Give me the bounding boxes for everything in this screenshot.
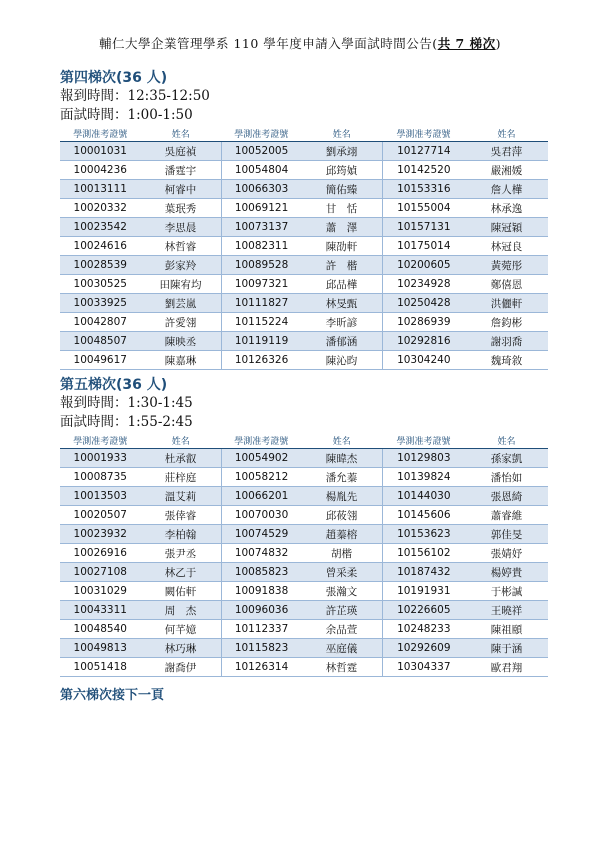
student-name-cell: 謝喬伊 <box>141 658 222 677</box>
column-header: 姓名 <box>302 433 383 449</box>
exam-id-cell: 10187432 <box>382 563 465 582</box>
exam-id-cell: 10004236 <box>60 161 141 180</box>
exam-id-cell: 10115224 <box>221 313 302 332</box>
student-name-cell: 吳庭禎 <box>141 142 222 161</box>
exam-id-cell: 10304337 <box>382 658 465 677</box>
student-name-cell: 吳君萍 <box>465 142 548 161</box>
exam-id-cell: 10153623 <box>382 525 465 544</box>
student-name-cell: 潘郁涵 <box>302 332 383 351</box>
student-name-cell: 彭家羚 <box>141 256 222 275</box>
batch5-table <box>60 433 548 677</box>
student-name-cell: 何芊嬑 <box>141 620 222 639</box>
exam-id-cell: 10020507 <box>60 506 141 525</box>
table-row <box>60 487 548 506</box>
table-row <box>60 142 548 161</box>
batch4-checkin-time: 報到時間：12:35-12:50 <box>60 88 210 104</box>
student-name-cell: 林乙于 <box>141 563 222 582</box>
table-header-row <box>60 126 548 142</box>
student-name-cell: 甘 恬 <box>302 199 383 218</box>
exam-id-cell: 10153316 <box>382 180 465 199</box>
exam-id-cell: 10292609 <box>382 639 465 658</box>
exam-id-cell: 10013111 <box>60 180 141 199</box>
table-row <box>60 313 548 332</box>
student-name-cell: 陳嘉琳 <box>141 351 222 370</box>
exam-id-cell: 10070030 <box>221 506 302 525</box>
table-row <box>60 658 548 677</box>
student-name-cell: 柯睿中 <box>141 180 222 199</box>
table-row <box>60 601 548 620</box>
column-header: 學測准考證號 <box>382 126 465 142</box>
student-name-cell: 楊胤先 <box>302 487 383 506</box>
batch5-checkin-time: 報到時間：1:30-1:45 <box>60 395 193 411</box>
exam-id-cell: 10191931 <box>382 582 465 601</box>
exam-id-cell: 10030525 <box>60 275 141 294</box>
exam-id-cell: 10001031 <box>60 142 141 161</box>
student-name-cell: 郭佳旻 <box>465 525 548 544</box>
student-name-cell: 潘怡如 <box>465 468 548 487</box>
exam-id-cell: 10020332 <box>60 199 141 218</box>
student-name-cell: 許愛翎 <box>141 313 222 332</box>
student-name-cell: 歐君翔 <box>465 658 548 677</box>
table-row <box>60 449 548 468</box>
column-header: 學測准考證號 <box>221 126 302 142</box>
exam-id-cell: 10304240 <box>382 351 465 370</box>
student-name-cell: 李柏翰 <box>141 525 222 544</box>
exam-id-cell: 10286939 <box>382 313 465 332</box>
student-name-cell: 詹鈞彬 <box>465 313 548 332</box>
exam-id-cell: 10126314 <box>221 658 302 677</box>
student-name-cell: 林巧琳 <box>141 639 222 658</box>
student-name-cell: 陳暐杰 <box>302 449 383 468</box>
table-row <box>60 237 548 256</box>
exam-id-cell: 10048507 <box>60 332 141 351</box>
table-row <box>60 582 548 601</box>
exam-id-cell: 10155004 <box>382 199 465 218</box>
exam-id-cell: 10024616 <box>60 237 141 256</box>
batch5-interview-time: 面試時間：1:55-2:45 <box>60 414 193 430</box>
student-name-cell: 張尹丞 <box>141 544 222 563</box>
exam-id-cell: 10008735 <box>60 468 141 487</box>
column-header: 學測准考證號 <box>382 433 465 449</box>
student-name-cell: 葉珉秀 <box>141 199 222 218</box>
student-name-cell: 陳冠穎 <box>465 218 548 237</box>
exam-id-cell: 10074832 <box>221 544 302 563</box>
document-title: 輔仁大學企業管理學系 110 學年度申請入學面試時間公告(共 7 梯次) <box>99 36 501 51</box>
student-name-cell: 嚴湘媛 <box>465 161 548 180</box>
student-name-cell: 謝羽喬 <box>465 332 548 351</box>
student-name-cell: 劉芸嵐 <box>141 294 222 313</box>
column-header: 學測准考證號 <box>221 433 302 449</box>
exam-id-cell: 10049617 <box>60 351 141 370</box>
exam-id-cell: 10119119 <box>221 332 302 351</box>
exam-id-cell: 10069121 <box>221 199 302 218</box>
student-name-cell: 蕭睿維 <box>465 506 548 525</box>
exam-id-cell: 10097321 <box>221 275 302 294</box>
exam-id-cell: 10144030 <box>382 487 465 506</box>
student-name-cell: 于彬諴 <box>465 582 548 601</box>
exam-id-cell: 10031029 <box>60 582 141 601</box>
student-name-cell: 邱筠媜 <box>302 161 383 180</box>
student-name-cell: 巫庭儀 <box>302 639 383 658</box>
student-name-cell: 鄭僖恩 <box>465 275 548 294</box>
next-page-note: 第六梯次接下一頁 <box>60 688 165 703</box>
batch5-heading: 第五梯次(36 人) <box>60 377 168 393</box>
student-name-cell: 劉承翊 <box>302 142 383 161</box>
exam-id-cell: 10096036 <box>221 601 302 620</box>
exam-id-cell: 10111827 <box>221 294 302 313</box>
student-name-cell: 張婧妤 <box>465 544 548 563</box>
student-name-cell: 詹人樺 <box>465 180 548 199</box>
student-name-cell: 黃菀彤 <box>465 256 548 275</box>
exam-id-cell: 10115823 <box>221 639 302 658</box>
exam-id-cell: 10250428 <box>382 294 465 313</box>
batch4-section <box>60 69 548 370</box>
exam-id-cell: 10085823 <box>221 563 302 582</box>
student-name-cell: 周 杰 <box>141 601 222 620</box>
table-header-row <box>60 433 548 449</box>
exam-id-cell: 10028539 <box>60 256 141 275</box>
exam-id-cell: 10292816 <box>382 332 465 351</box>
exam-id-cell: 10001933 <box>60 449 141 468</box>
student-name-cell: 林冠良 <box>465 237 548 256</box>
student-name-cell: 陳祖頤 <box>465 620 548 639</box>
student-name-cell: 李思晨 <box>141 218 222 237</box>
exam-id-cell: 10023542 <box>60 218 141 237</box>
exam-id-cell: 10126326 <box>221 351 302 370</box>
table-row <box>60 161 548 180</box>
student-name-cell: 張恩綺 <box>465 487 548 506</box>
exam-id-cell: 10043311 <box>60 601 141 620</box>
student-name-cell: 孫家凱 <box>465 449 548 468</box>
table-row <box>60 218 548 237</box>
student-name-cell: 潘霆宇 <box>141 161 222 180</box>
student-name-cell: 邱品樺 <box>302 275 383 294</box>
batch4-interview-time: 面試時間：1:00-1:50 <box>60 107 193 123</box>
exam-id-cell: 10054804 <box>221 161 302 180</box>
column-header: 姓名 <box>465 433 548 449</box>
student-name-cell: 曾采柔 <box>302 563 383 582</box>
exam-id-cell: 10026916 <box>60 544 141 563</box>
exam-id-cell: 10142520 <box>382 161 465 180</box>
exam-id-cell: 10248233 <box>382 620 465 639</box>
table-row <box>60 620 548 639</box>
table-row <box>60 468 548 487</box>
student-name-cell: 杜承叡 <box>141 449 222 468</box>
exam-id-cell: 10139824 <box>382 468 465 487</box>
exam-id-cell: 10091838 <box>221 582 302 601</box>
exam-id-cell: 10052005 <box>221 142 302 161</box>
student-name-cell: 邱莜翎 <box>302 506 383 525</box>
student-name-cell: 溫艾莉 <box>141 487 222 506</box>
exam-id-cell: 10156102 <box>382 544 465 563</box>
table-row <box>60 506 548 525</box>
exam-id-cell: 10074529 <box>221 525 302 544</box>
student-name-cell: 陳沁昀 <box>302 351 383 370</box>
table-row <box>60 294 548 313</box>
exam-id-cell: 10049813 <box>60 639 141 658</box>
exam-id-cell: 10066303 <box>221 180 302 199</box>
exam-id-cell: 10048540 <box>60 620 141 639</box>
student-name-cell: 張倖睿 <box>141 506 222 525</box>
column-header: 姓名 <box>141 126 222 142</box>
column-header: 姓名 <box>141 433 222 449</box>
student-name-cell: 簡佑臻 <box>302 180 383 199</box>
student-name-cell: 陳映丞 <box>141 332 222 351</box>
student-name-cell: 許 楷 <box>302 256 383 275</box>
table-row <box>60 256 548 275</box>
batch4-heading: 第四梯次(36 人) <box>60 70 168 86</box>
exam-id-cell: 10157131 <box>382 218 465 237</box>
exam-id-cell: 10058212 <box>221 468 302 487</box>
exam-id-cell: 10129803 <box>382 449 465 468</box>
table-row <box>60 275 548 294</box>
student-name-cell: 魏琦敘 <box>465 351 548 370</box>
student-name-cell: 林哲睿 <box>141 237 222 256</box>
table-row <box>60 351 548 370</box>
table-row <box>60 544 548 563</box>
student-name-cell: 李昕諺 <box>302 313 383 332</box>
column-header: 學測准考證號 <box>60 126 141 142</box>
table-row <box>60 332 548 351</box>
column-header: 姓名 <box>465 126 548 142</box>
student-name-cell: 王曉祥 <box>465 601 548 620</box>
exam-id-cell: 10175014 <box>382 237 465 256</box>
student-name-cell: 楊婷貴 <box>465 563 548 582</box>
exam-id-cell: 10082311 <box>221 237 302 256</box>
exam-id-cell: 10042807 <box>60 313 141 332</box>
table-row <box>60 639 548 658</box>
exam-id-cell: 10234928 <box>382 275 465 294</box>
exam-id-cell: 10013503 <box>60 487 141 506</box>
exam-id-cell: 10073137 <box>221 218 302 237</box>
exam-id-cell: 10023932 <box>60 525 141 544</box>
student-name-cell: 陳于涵 <box>465 639 548 658</box>
student-name-cell: 莊梓庭 <box>141 468 222 487</box>
batch4-table <box>60 126 548 370</box>
student-name-cell: 林哲霆 <box>302 658 383 677</box>
student-name-cell: 張瀚文 <box>302 582 383 601</box>
student-name-cell: 林承逸 <box>465 199 548 218</box>
exam-id-cell: 10033925 <box>60 294 141 313</box>
student-name-cell: 田陳宥均 <box>141 275 222 294</box>
table-row <box>60 563 548 582</box>
student-name-cell: 陳劭軒 <box>302 237 383 256</box>
student-name-cell: 許芷瑛 <box>302 601 383 620</box>
batch5-section <box>60 376 548 677</box>
batch-count-highlight: 共 7 梯次 <box>437 36 496 51</box>
column-header: 姓名 <box>302 126 383 142</box>
table-row <box>60 199 548 218</box>
exam-id-cell: 10112337 <box>221 620 302 639</box>
exam-id-cell: 10027108 <box>60 563 141 582</box>
student-name-cell: 蕭 澤 <box>302 218 383 237</box>
exam-id-cell: 10051418 <box>60 658 141 677</box>
table-row <box>60 525 548 544</box>
exam-id-cell: 10066201 <box>221 487 302 506</box>
student-name-cell: 闕佑軒 <box>141 582 222 601</box>
table-row <box>60 180 548 199</box>
student-name-cell: 潘允蓁 <box>302 468 383 487</box>
student-name-cell: 林旻甄 <box>302 294 383 313</box>
student-name-cell: 洪儷軒 <box>465 294 548 313</box>
student-name-cell: 余品萱 <box>302 620 383 639</box>
exam-id-cell: 10200605 <box>382 256 465 275</box>
exam-id-cell: 10127714 <box>382 142 465 161</box>
exam-id-cell: 10089528 <box>221 256 302 275</box>
exam-id-cell: 10226605 <box>382 601 465 620</box>
student-name-cell: 胡楷 <box>302 544 383 563</box>
student-name-cell: 趙蓁榕 <box>302 525 383 544</box>
exam-id-cell: 10145606 <box>382 506 465 525</box>
column-header: 學測准考證號 <box>60 433 141 449</box>
exam-id-cell: 10054902 <box>221 449 302 468</box>
